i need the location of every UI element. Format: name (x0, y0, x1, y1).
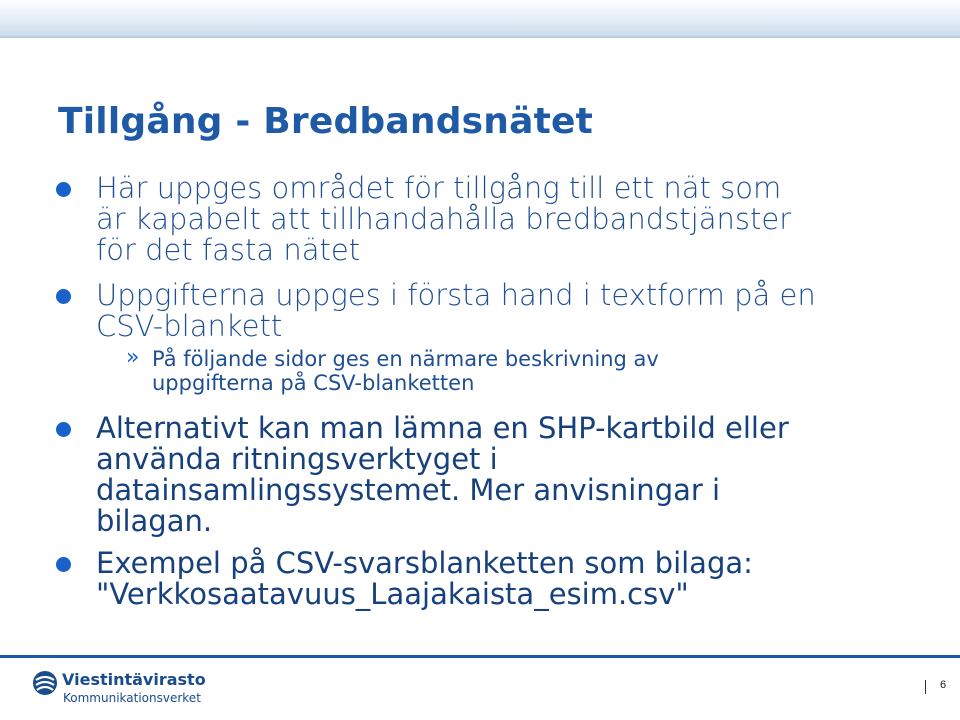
top-divider (0, 36, 960, 38)
bullet-line: Alternativt kan man lämna en SHP-kartbild eller (96, 411, 789, 445)
footer-divider (0, 655, 960, 658)
bullet-line: Uppgifterna uppges i första hand i textform på en (96, 278, 816, 312)
bullet-line: för det fasta nätet (96, 233, 361, 267)
slide-title: Tillgång - Bredbandsnätet (58, 101, 594, 142)
bullet-line: datainsamlingssystemet. Mer anvisningar i (96, 473, 721, 507)
bullet-line: är kapabelt att tillhandahålla bredbandstjänster (96, 202, 792, 236)
bullet-line: CSV-blankett (96, 309, 283, 343)
bullet-item-1 (96, 173, 906, 266)
sub-bullet-item (126, 345, 852, 395)
bullet-line: Exempel på CSV-svarsblanketten som bilaga: (96, 546, 753, 580)
footer-logo (32, 668, 242, 710)
bullet-line: "Verkkosaatavuus_Laajakaista_esim.csv" (96, 577, 689, 611)
bullet-dot-icon (56, 422, 71, 437)
logo-name: Viestintävirasto (62, 670, 206, 689)
viestintavirasto-logo-icon (32, 670, 58, 696)
top-gradient-bar (0, 0, 960, 36)
bullet-dot-icon (56, 289, 71, 304)
bullet-dot-icon (56, 557, 71, 572)
sub-bullet-line: På följande sidor ges en närmare beskrivning av (152, 347, 659, 371)
bullet-item-2 (96, 280, 906, 342)
bullet-line: bilagan. (96, 504, 213, 538)
page-number: 6 (940, 679, 947, 691)
bullet-item-4 (96, 548, 906, 610)
bullet-dot-icon (56, 182, 71, 197)
sub-bullet-line: uppgifterna på CSV-blanketten (152, 371, 475, 395)
bullet-item-3 (96, 413, 906, 537)
bullet-line: Här uppges området för tillgång till ett nät som (96, 171, 782, 205)
logo-subtitle: Kommunikationsverket (63, 691, 201, 705)
bullet-line: använda ritningsverktyget i (96, 442, 498, 476)
page-number-separator (925, 680, 926, 694)
raquo-marker: » (126, 345, 140, 370)
